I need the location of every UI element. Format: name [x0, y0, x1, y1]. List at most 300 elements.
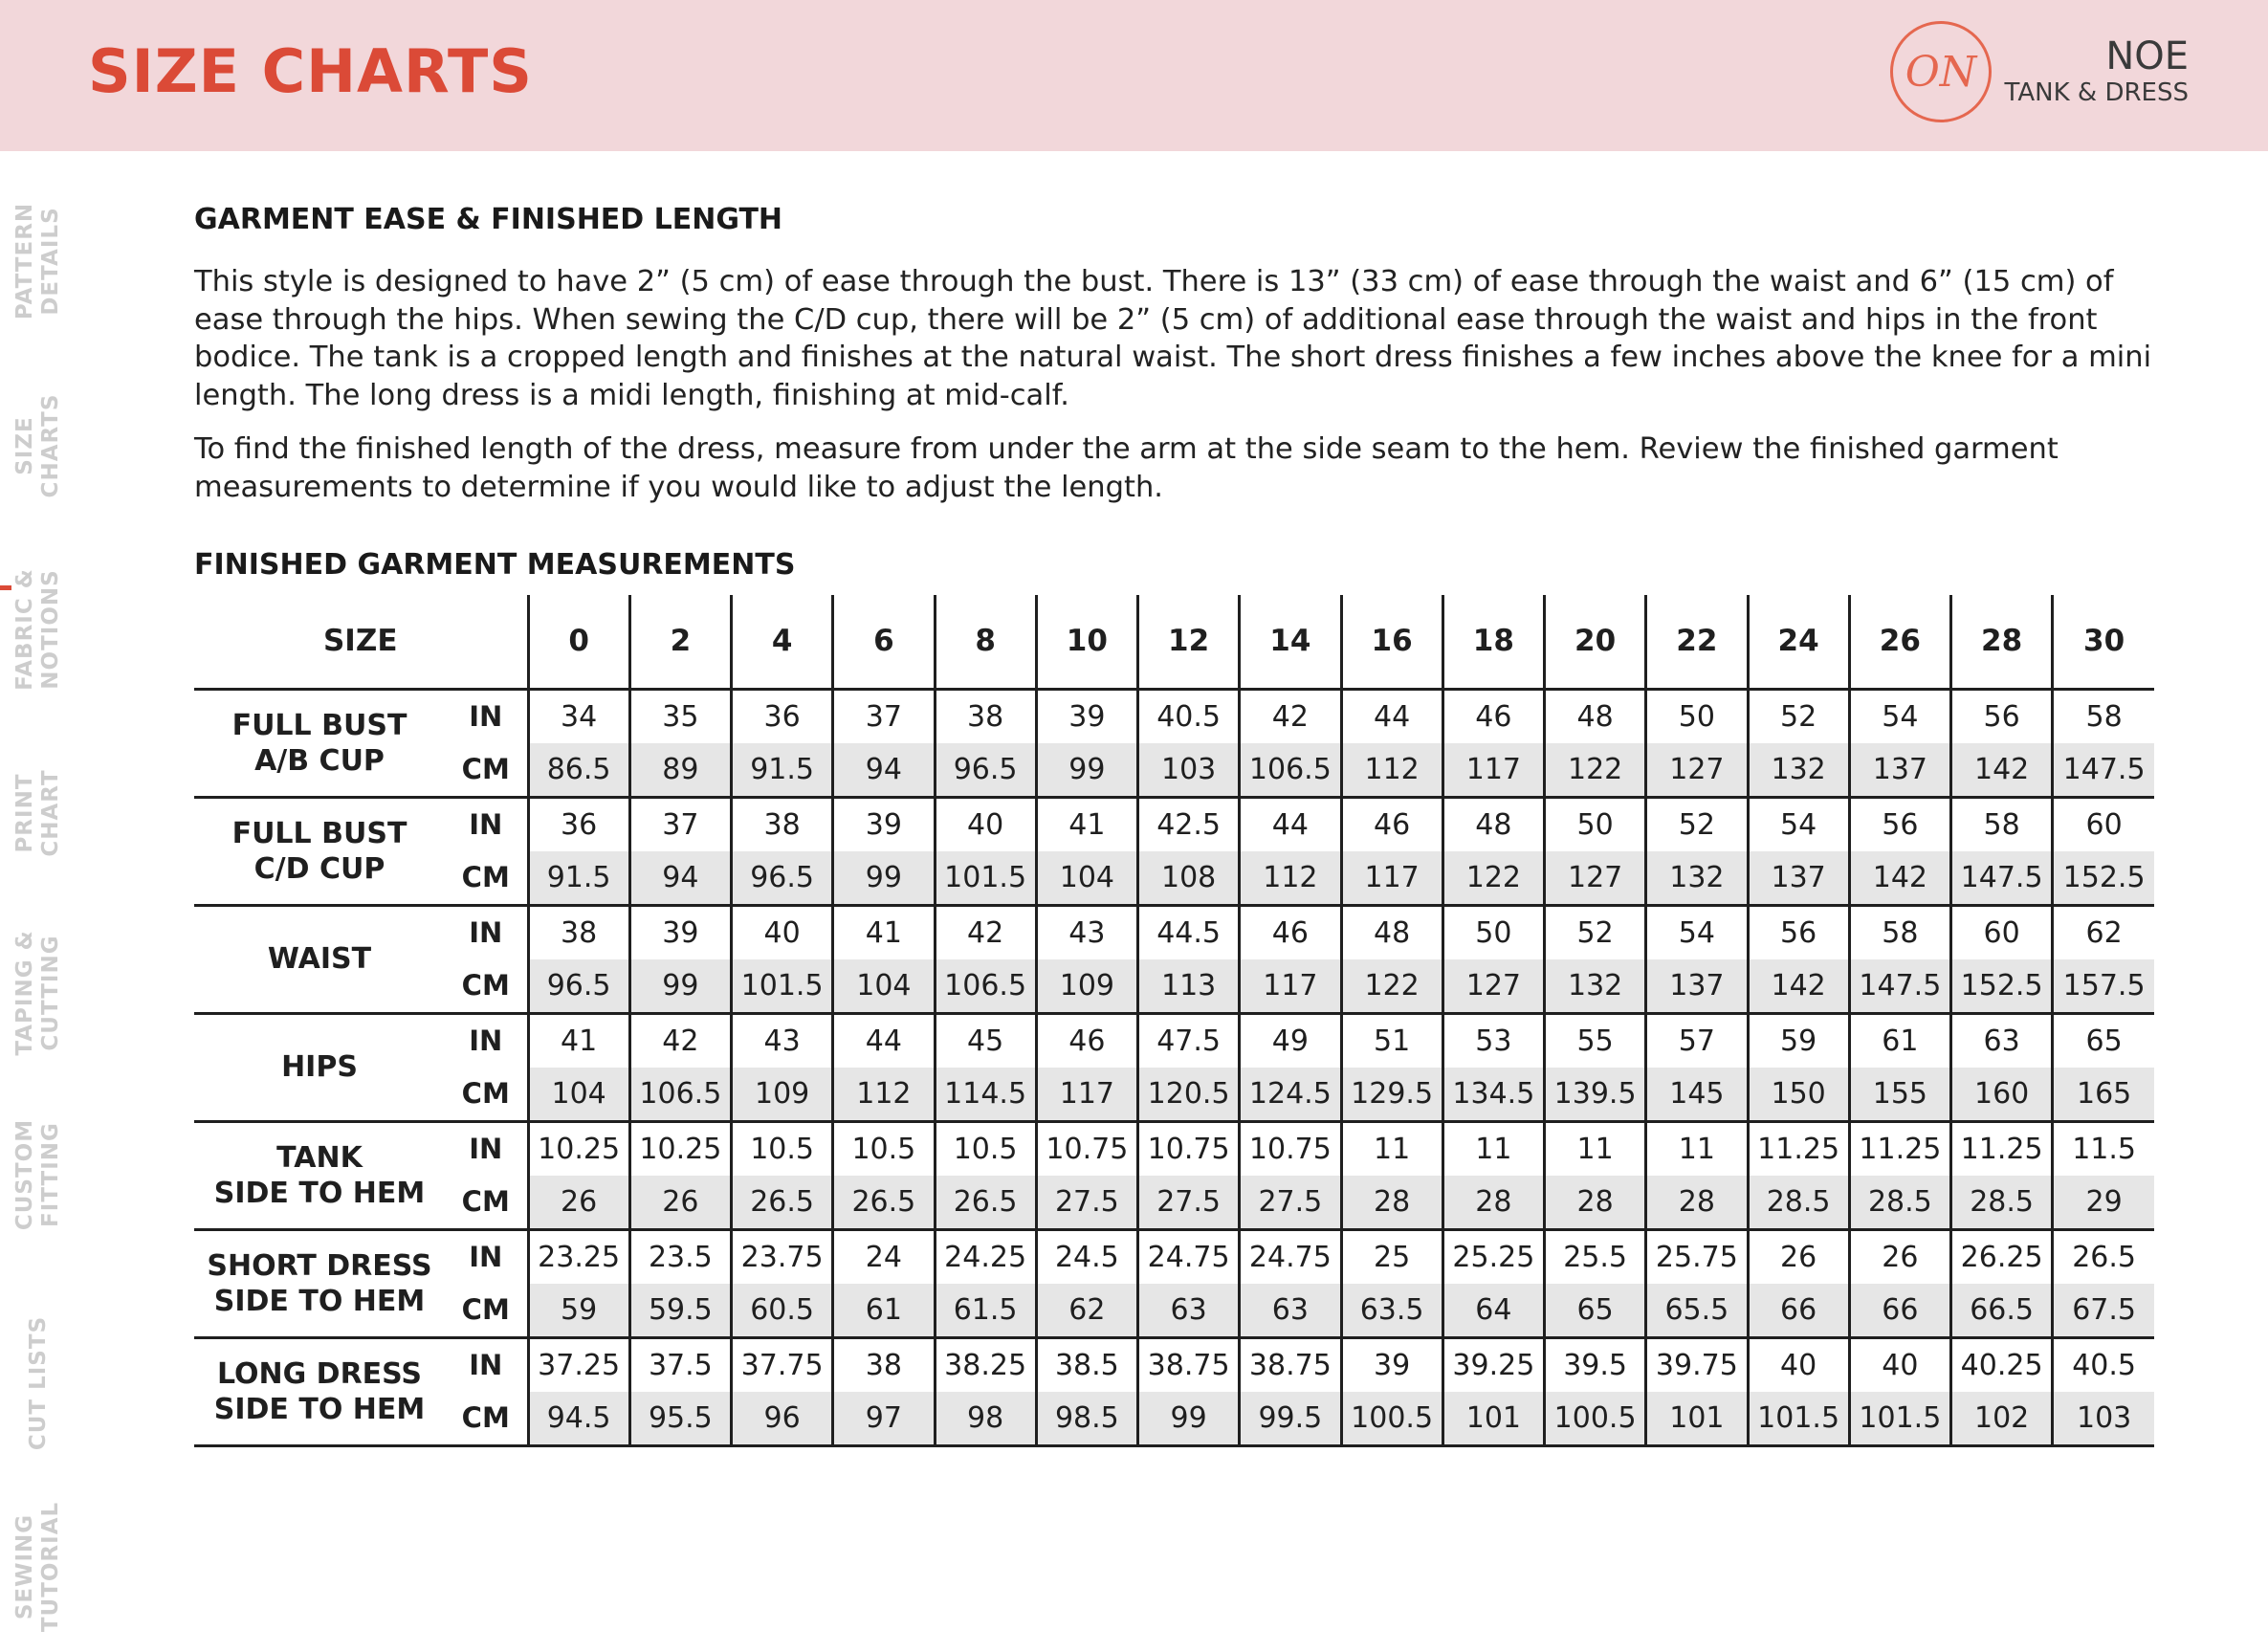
value-cell-in: 26	[1748, 1229, 1849, 1284]
sidebar-label-line: FABRIC &	[12, 568, 37, 691]
unit-label-in: IN	[445, 689, 528, 743]
value-cell-cm: 137	[1646, 959, 1748, 1013]
value-cell-in: 62	[2053, 905, 2154, 959]
sidebar-item-custom-fitting[interactable]	[0, 1103, 77, 1246]
value-cell-in: 10.75	[1036, 1121, 1137, 1176]
sidebar-label-line: CUSTOM	[12, 1118, 37, 1231]
value-cell-in: 52	[1545, 905, 1646, 959]
table-row	[194, 1284, 2154, 1337]
sidebar-item-print-chart[interactable]	[0, 741, 77, 885]
value-cell-cm: 147.5	[1849, 959, 1950, 1013]
value-cell-cm: 103	[2053, 1392, 2154, 1445]
table-row	[194, 1068, 2154, 1121]
value-cell-in: 37.25	[528, 1337, 629, 1392]
value-cell-in: 41	[528, 1013, 629, 1068]
sidebar-label-line: PRINT	[12, 773, 37, 853]
value-cell-in: 40.5	[2053, 1337, 2154, 1392]
value-cell-in: 48	[1442, 797, 1544, 851]
value-cell-cm: 28.5	[1951, 1176, 2053, 1229]
value-cell-in: 52	[1646, 797, 1748, 851]
value-cell-cm: 139.5	[1545, 1068, 1646, 1121]
value-cell-cm: 117	[1240, 959, 1341, 1013]
measurement-label	[194, 1229, 445, 1337]
value-cell-cm: 63	[1138, 1284, 1240, 1337]
value-cell-in: 39	[629, 905, 731, 959]
value-cell-cm: 101.5	[732, 959, 833, 1013]
value-cell-cm: 113	[1138, 959, 1240, 1013]
unit-label-cm: CM	[445, 851, 528, 905]
value-cell-cm: 91.5	[732, 743, 833, 797]
size-header-row	[194, 595, 2154, 689]
value-cell-cm: 63.5	[1341, 1284, 1442, 1337]
value-cell-in: 57	[1646, 1013, 1748, 1068]
value-cell-in: 52	[1748, 689, 1849, 743]
size-header-cell: 28	[1951, 595, 2053, 689]
size-header-cell: 16	[1341, 595, 1442, 689]
value-cell-in: 37.5	[629, 1337, 731, 1392]
unit-label-in: IN	[445, 1013, 528, 1068]
value-cell-cm: 97	[833, 1392, 935, 1445]
value-cell-in: 43	[1036, 905, 1137, 959]
value-cell-cm: 142	[1849, 851, 1950, 905]
table-row	[194, 1337, 2154, 1392]
value-cell-in: 38.75	[1138, 1337, 1240, 1392]
value-cell-cm: 99	[1138, 1392, 1240, 1445]
value-cell-cm: 98	[935, 1392, 1036, 1445]
value-cell-in: 24	[833, 1229, 935, 1284]
value-cell-cm: 109	[732, 1068, 833, 1121]
value-cell-cm: 132	[1748, 743, 1849, 797]
value-cell-in: 48	[1545, 689, 1646, 743]
value-cell-in: 60	[1951, 905, 2053, 959]
value-cell-in: 23.75	[732, 1229, 833, 1284]
unit-label-cm: CM	[445, 959, 528, 1013]
value-cell-cm: 145	[1646, 1068, 1748, 1121]
value-cell-cm: 101.5	[1849, 1392, 1950, 1445]
value-cell-cm: 91.5	[528, 851, 629, 905]
value-cell-in: 41	[833, 905, 935, 959]
sidebar-item-taping-cutting[interactable]	[0, 921, 77, 1065]
value-cell-cm: 117	[1442, 743, 1544, 797]
value-cell-in: 65	[2053, 1013, 2154, 1068]
table-row	[194, 1392, 2154, 1445]
sidebar-item-label	[12, 921, 64, 1065]
value-cell-cm: 27.5	[1138, 1176, 1240, 1229]
brand-logo	[1890, 21, 1992, 122]
measurement-label	[194, 1121, 445, 1229]
value-cell-cm: 64	[1442, 1284, 1544, 1337]
value-cell-cm: 29	[2053, 1176, 2154, 1229]
value-cell-in: 50	[1646, 689, 1748, 743]
value-cell-cm: 99	[629, 959, 731, 1013]
table-row	[194, 1013, 2154, 1068]
value-cell-cm: 103	[1138, 743, 1240, 797]
size-header-cell: 24	[1748, 595, 1849, 689]
value-cell-cm: 28.5	[1748, 1176, 1849, 1229]
sidebar-label-line: CHART	[38, 769, 63, 857]
value-cell-cm: 28.5	[1849, 1176, 1950, 1229]
value-cell-cm: 59.5	[629, 1284, 731, 1337]
value-cell-cm: 109	[1036, 959, 1137, 1013]
value-cell-cm: 96	[732, 1392, 833, 1445]
sidebar-label-line: TAPING &	[12, 930, 37, 1056]
measurement-label-line: TANK	[276, 1140, 363, 1175]
size-label: SIZE	[194, 595, 528, 689]
value-cell-in: 26	[1849, 1229, 1950, 1284]
value-cell-in: 46	[1341, 797, 1442, 851]
table-row	[194, 905, 2154, 959]
value-cell-cm: 101.5	[935, 851, 1036, 905]
value-cell-in: 39	[1036, 689, 1137, 743]
value-cell-in: 36	[732, 689, 833, 743]
sidebar-item-label	[12, 1495, 64, 1639]
sidebar-label-line: PATTERN	[12, 202, 37, 320]
value-cell-cm: 28	[1646, 1176, 1748, 1229]
value-cell-cm: 152.5	[2053, 851, 2154, 905]
value-cell-in: 37	[833, 689, 935, 743]
measurement-label	[194, 689, 445, 797]
size-header-cell: 26	[1849, 595, 1950, 689]
value-cell-in: 46	[1036, 1013, 1137, 1068]
value-cell-in: 56	[1849, 797, 1950, 851]
value-cell-in: 58	[2053, 689, 2154, 743]
unit-label-in: IN	[445, 797, 528, 851]
value-cell-in: 26.25	[1951, 1229, 2053, 1284]
size-header-cell: 6	[833, 595, 935, 689]
value-cell-cm: 86.5	[528, 743, 629, 797]
value-cell-in: 58	[1849, 905, 1950, 959]
value-cell-cm: 27.5	[1036, 1176, 1137, 1229]
value-cell-cm: 112	[1341, 743, 1442, 797]
value-cell-cm: 26.5	[732, 1176, 833, 1229]
value-cell-in: 53	[1442, 1013, 1544, 1068]
value-cell-in: 10.75	[1240, 1121, 1341, 1176]
value-cell-in: 40.5	[1138, 689, 1240, 743]
sidebar-item-label	[12, 741, 64, 885]
sidebar-label-line: FITTING	[38, 1122, 63, 1227]
sidebar-item-fabric-notions[interactable]	[0, 558, 77, 701]
value-cell-in: 24.75	[1138, 1229, 1240, 1284]
value-cell-cm: 96.5	[528, 959, 629, 1013]
value-cell-in: 10.5	[833, 1121, 935, 1176]
measurement-label-line: SIDE TO HEM	[213, 1284, 426, 1318]
value-cell-cm: 100.5	[1545, 1392, 1646, 1445]
value-cell-in: 11.5	[2053, 1121, 2154, 1176]
value-cell-in: 40.25	[1951, 1337, 2053, 1392]
value-cell-cm: 100.5	[1341, 1392, 1442, 1445]
value-cell-in: 40	[935, 797, 1036, 851]
brand-subtitle: TANK & DRESS	[2004, 78, 2189, 107]
sidebar-item-cut-lists[interactable]	[0, 1311, 77, 1455]
value-cell-in: 50	[1442, 905, 1544, 959]
table-row	[194, 1176, 2154, 1229]
value-cell-in: 44.5	[1138, 905, 1240, 959]
value-cell-cm: 27.5	[1240, 1176, 1341, 1229]
value-cell-in: 63	[1951, 1013, 2053, 1068]
value-cell-cm: 117	[1036, 1068, 1137, 1121]
value-cell-cm: 94.5	[528, 1392, 629, 1445]
value-cell-in: 11	[1341, 1121, 1442, 1176]
size-header-cell: 12	[1138, 595, 1240, 689]
measurement-label-line: HIPS	[281, 1050, 358, 1084]
value-cell-in: 10.5	[732, 1121, 833, 1176]
value-cell-in: 39	[833, 797, 935, 851]
table-row	[194, 1121, 2154, 1176]
value-cell-cm: 89	[629, 743, 731, 797]
value-cell-in: 58	[1951, 797, 2053, 851]
value-cell-cm: 99	[833, 851, 935, 905]
value-cell-cm: 147.5	[2053, 743, 2154, 797]
value-cell-in: 55	[1545, 1013, 1646, 1068]
value-cell-cm: 142	[1748, 959, 1849, 1013]
value-cell-in: 10.75	[1138, 1121, 1240, 1176]
value-cell-cm: 147.5	[1951, 851, 2053, 905]
value-cell-cm: 66	[1849, 1284, 1950, 1337]
sidebar-item-sewing-tutorial[interactable]	[0, 1495, 77, 1639]
value-cell-cm: 104	[528, 1068, 629, 1121]
value-cell-in: 26.5	[2053, 1229, 2154, 1284]
value-cell-in: 10.5	[935, 1121, 1036, 1176]
value-cell-in: 39.5	[1545, 1337, 1646, 1392]
value-cell-cm: 96.5	[935, 743, 1036, 797]
measurement-label-line: SIDE TO HEM	[213, 1392, 426, 1426]
value-cell-cm: 132	[1646, 851, 1748, 905]
value-cell-in: 10.25	[528, 1121, 629, 1176]
size-header-cell: 8	[935, 595, 1036, 689]
value-cell-cm: 101	[1646, 1392, 1748, 1445]
value-cell-in: 24.5	[1036, 1229, 1137, 1284]
value-cell-in: 42	[1240, 689, 1341, 743]
value-cell-cm: 106.5	[935, 959, 1036, 1013]
value-cell-in: 38	[935, 689, 1036, 743]
size-header-cell: 30	[2053, 595, 2154, 689]
value-cell-cm: 61.5	[935, 1284, 1036, 1337]
sidebar-label-line: SIZE	[12, 416, 37, 475]
value-cell-in: 11	[1442, 1121, 1544, 1176]
value-cell-in: 42	[935, 905, 1036, 959]
sidebar-label-line: DETAILS	[38, 207, 63, 316]
value-cell-in: 11	[1646, 1121, 1748, 1176]
table-row	[194, 959, 2154, 1013]
value-cell-cm: 122	[1341, 959, 1442, 1013]
value-cell-in: 39.75	[1646, 1337, 1748, 1392]
value-cell-in: 39.25	[1442, 1337, 1544, 1392]
measurement-label-line: WAIST	[267, 942, 372, 976]
measurement-label-line: C/D CUP	[253, 851, 385, 886]
value-cell-cm: 67.5	[2053, 1284, 2154, 1337]
value-cell-in: 37.75	[732, 1337, 833, 1392]
value-cell-cm: 127	[1545, 851, 1646, 905]
value-cell-in: 48	[1341, 905, 1442, 959]
unit-label-cm: CM	[445, 743, 528, 797]
sidebar-item-label	[12, 558, 64, 701]
value-cell-cm: 106.5	[629, 1068, 731, 1121]
value-cell-cm: 65	[1545, 1284, 1646, 1337]
value-cell-in: 35	[629, 689, 731, 743]
value-cell-in: 44	[833, 1013, 935, 1068]
measurement-label	[194, 1013, 445, 1121]
value-cell-in: 61	[1849, 1013, 1950, 1068]
unit-label-cm: CM	[445, 1284, 528, 1337]
value-cell-cm: 65.5	[1646, 1284, 1748, 1337]
table-row	[194, 797, 2154, 851]
value-cell-cm: 124.5	[1240, 1068, 1341, 1121]
value-cell-cm: 108	[1138, 851, 1240, 905]
unit-label-cm: CM	[445, 1176, 528, 1229]
value-cell-in: 40	[732, 905, 833, 959]
value-cell-in: 23.5	[629, 1229, 731, 1284]
value-cell-cm: 104	[833, 959, 935, 1013]
value-cell-in: 11.25	[1748, 1121, 1849, 1176]
value-cell-in: 42	[629, 1013, 731, 1068]
size-header-cell: 10	[1036, 595, 1137, 689]
size-header-cell: 18	[1442, 595, 1544, 689]
unit-label-cm: CM	[445, 1392, 528, 1445]
value-cell-cm: 117	[1341, 851, 1442, 905]
value-cell-cm: 26	[629, 1176, 731, 1229]
value-cell-in: 10.25	[629, 1121, 731, 1176]
value-cell-in: 45	[935, 1013, 1036, 1068]
size-header-cell: 22	[1646, 595, 1748, 689]
value-cell-cm: 106.5	[1240, 743, 1341, 797]
measurement-label-line: SHORT DRESS	[207, 1248, 432, 1283]
size-header-cell: 4	[732, 595, 833, 689]
value-cell-in: 54	[1646, 905, 1748, 959]
value-cell-in: 38.5	[1036, 1337, 1137, 1392]
unit-label-cm: CM	[445, 1068, 528, 1121]
value-cell-cm: 127	[1442, 959, 1544, 1013]
value-cell-cm: 165	[2053, 1068, 2154, 1121]
value-cell-in: 44	[1240, 797, 1341, 851]
sidebar-item-label	[26, 1311, 52, 1455]
value-cell-in: 25.25	[1442, 1229, 1544, 1284]
unit-label-in: IN	[445, 1121, 528, 1176]
value-cell-cm: 150	[1748, 1068, 1849, 1121]
value-cell-in: 25.5	[1545, 1229, 1646, 1284]
value-cell-in: 38	[833, 1337, 935, 1392]
sidebar-label-line: TUTORIAL	[38, 1501, 63, 1633]
value-cell-cm: 63	[1240, 1284, 1341, 1337]
value-cell-cm: 152.5	[1951, 959, 2053, 1013]
value-cell-in: 25	[1341, 1229, 1442, 1284]
measurement-label	[194, 797, 445, 905]
value-cell-in: 56	[1748, 905, 1849, 959]
value-cell-cm: 66	[1748, 1284, 1849, 1337]
measurement-label-line: FULL BUST	[231, 816, 407, 850]
value-cell-cm: 101	[1442, 1392, 1544, 1445]
value-cell-in: 44	[1341, 689, 1442, 743]
value-cell-cm: 26	[528, 1176, 629, 1229]
value-cell-in: 23.25	[528, 1229, 629, 1284]
value-cell-in: 42.5	[1138, 797, 1240, 851]
sidebar-label-line: NOTIONS	[38, 569, 63, 690]
value-cell-in: 36	[528, 797, 629, 851]
value-cell-in: 38	[732, 797, 833, 851]
unit-label-in: IN	[445, 1229, 528, 1284]
value-cell-cm: 122	[1442, 851, 1544, 905]
sidebar-item-label	[12, 374, 64, 518]
value-cell-cm: 129.5	[1341, 1068, 1442, 1121]
value-cell-cm: 157.5	[2053, 959, 2154, 1013]
unit-label-in: IN	[445, 905, 528, 959]
value-cell-in: 41	[1036, 797, 1137, 851]
value-cell-in: 54	[1748, 797, 1849, 851]
table-row	[194, 689, 2154, 743]
value-cell-in: 51	[1341, 1013, 1442, 1068]
value-cell-in: 11	[1545, 1121, 1646, 1176]
side-navigation	[0, 151, 105, 1652]
ease-heading: GARMENT EASE & FINISHED LENGTH	[194, 203, 783, 236]
sidebar-item-pattern-details[interactable]	[0, 189, 77, 333]
value-cell-cm: 59	[528, 1284, 629, 1337]
value-cell-cm: 112	[833, 1068, 935, 1121]
ease-paragraph: This style is designed to have 2” (5 cm) of ease through the bust. There is 13” (33 cm) of ease through the waist and 6” (15 cm) of ease through the hips. When sewing the C/D cup, there will be 2” (5 cm) of additional ease through the waist and hips in the front bodice. The tank is a cropped length and finishes at the natural waist. The short dress finishes a few inches above the knee for a mini length. The long dress is a midi length, finishing at mid-calf.	[194, 265, 2152, 412]
sidebar-item-label	[12, 189, 64, 333]
value-cell-cm: 137	[1748, 851, 1849, 905]
measurement-table	[194, 595, 2154, 1447]
size-header-cell: 14	[1240, 595, 1341, 689]
value-cell-cm: 137	[1849, 743, 1950, 797]
value-cell-in: 11.25	[1849, 1121, 1950, 1176]
value-cell-cm: 26.5	[935, 1176, 1036, 1229]
value-cell-in: 24.25	[935, 1229, 1036, 1284]
measurement-label	[194, 905, 445, 1013]
sidebar-label-line: CUTTING	[38, 935, 63, 1051]
size-header-cell: 0	[528, 595, 629, 689]
value-cell-cm: 98.5	[1036, 1392, 1137, 1445]
value-cell-cm: 66.5	[1951, 1284, 2053, 1337]
value-cell-cm: 99	[1036, 743, 1137, 797]
value-cell-cm: 102	[1951, 1392, 2053, 1445]
value-cell-cm: 104	[1036, 851, 1137, 905]
measurements-heading: FINISHED GARMENT MEASUREMENTS	[194, 548, 796, 582]
value-cell-in: 34	[528, 689, 629, 743]
value-cell-cm: 101.5	[1748, 1392, 1849, 1445]
sidebar-item-size-charts[interactable]	[0, 374, 77, 518]
value-cell-in: 46	[1240, 905, 1341, 959]
length-paragraph: To find the finished length of the dress, measure from under the arm at the side seam to the hem. Review the finished garment measurements to determine if you would like to adjust the length.	[194, 432, 2059, 504]
value-cell-in: 39	[1341, 1337, 1442, 1392]
logo-monogram: ON	[1905, 47, 1977, 97]
measurement-label	[194, 1337, 445, 1445]
value-cell-cm: 132	[1545, 959, 1646, 1013]
value-cell-cm: 114.5	[935, 1068, 1036, 1121]
value-cell-in: 54	[1849, 689, 1950, 743]
value-cell-cm: 120.5	[1138, 1068, 1240, 1121]
sidebar-label-line: CHARTS	[38, 393, 63, 498]
value-cell-in: 40	[1849, 1337, 1950, 1392]
value-cell-cm: 99.5	[1240, 1392, 1341, 1445]
table-row	[194, 743, 2154, 797]
value-cell-in: 24.75	[1240, 1229, 1341, 1284]
value-cell-in: 47.5	[1138, 1013, 1240, 1068]
value-cell-cm: 28	[1341, 1176, 1442, 1229]
value-cell-in: 43	[732, 1013, 833, 1068]
sidebar-label-line: SEWING	[12, 1513, 37, 1620]
value-cell-cm: 28	[1545, 1176, 1646, 1229]
value-cell-cm: 26.5	[833, 1176, 935, 1229]
brand-name: NOE	[2105, 34, 2189, 78]
sidebar-label-line: CUT LISTS	[25, 1315, 51, 1451]
sidebar-item-label	[12, 1103, 64, 1246]
value-cell-cm: 61	[833, 1284, 935, 1337]
value-cell-in: 60	[2053, 797, 2154, 851]
value-cell-cm: 60.5	[732, 1284, 833, 1337]
value-cell-in: 11.25	[1951, 1121, 2053, 1176]
value-cell-cm: 28	[1442, 1176, 1544, 1229]
value-cell-cm: 96.5	[732, 851, 833, 905]
value-cell-cm: 112	[1240, 851, 1341, 905]
